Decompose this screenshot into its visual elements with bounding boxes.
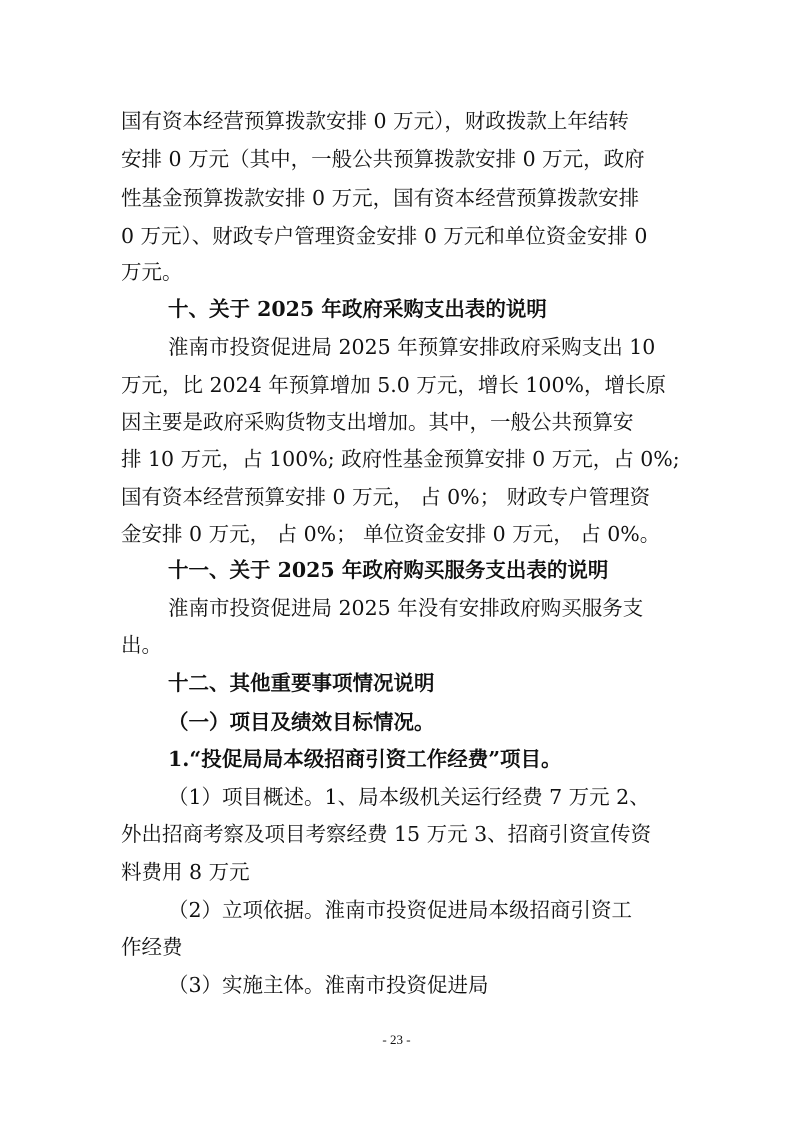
body-text-line: （1）项目概述。1、局本级机关运行经费 7 万元 2、 <box>168 785 650 809</box>
body-text-line: 外出招商考察及项目考察经费 15 万元 3、招商引资宣传资 <box>121 822 652 846</box>
body-text-line: 万元。 <box>121 260 183 284</box>
body-text-line: 淮南市投资促进局 2025 年没有安排政府购买服务支 <box>168 596 644 620</box>
subsection-heading: （一）项目及绩效目标情况。 <box>168 710 435 734</box>
body-text-line: 国有资本经营预算安排 0 万元， 占 0%； 财政专户管理资 <box>121 485 651 509</box>
page-number: - 23 - <box>382 1032 411 1047</box>
body-text-line: （3）实施主体。淮南市投资促进局 <box>168 973 489 997</box>
body-text-line: 国有资本经营预算拨款安排 0 万元），财政拨款上年结转 <box>121 109 629 133</box>
body-text-line: 性基金预算拨款安排 0 万元，国有资本经营预算拨款安排 <box>121 186 640 210</box>
body-text-line: 0 万元）、财政专户管理资金安排 0 万元和单位资金安排 0 <box>121 224 648 248</box>
item-heading: 1.“投促局局本级招商引资工作经费”项目。 <box>168 747 562 771</box>
body-text-line: 作经费 <box>121 935 183 959</box>
body-text-line: 万元，比 2024 年预算增加 5.0 万元，增长 100%，增长原 <box>121 373 666 397</box>
section-heading: 十、关于 2025 年政府采购支出表的说明 <box>168 297 547 321</box>
body-text-line: 安排 0 万元（其中，一般公共预算拨款安排 0 万元，政府 <box>121 147 645 171</box>
body-text-line: （2）立项依据。淮南市投资促进局本级招商引资工 <box>168 898 633 922</box>
section-heading: 十一、关于 2025 年政府购买服务支出表的说明 <box>168 558 609 582</box>
body-text-line: 因主要是政府采购货物支出增加。其中，一般公共预算安 <box>121 410 634 434</box>
body-text-line: 出。 <box>121 633 162 657</box>
body-text-line: 金安排 0 万元， 占 0%； 单位资金安排 0 万元， 占 0%。 <box>121 522 661 546</box>
section-heading: 十二、其他重要事项情况说明 <box>168 671 435 695</box>
body-text-line: 料费用 8 万元 <box>121 860 250 884</box>
body-text-line: 排 10 万元，占 100%; 政府性基金预算安排 0 万元，占 0%; <box>121 447 680 471</box>
body-text-line: 淮南市投资促进局 2025 年预算安排政府采购支出 10 <box>168 335 656 359</box>
